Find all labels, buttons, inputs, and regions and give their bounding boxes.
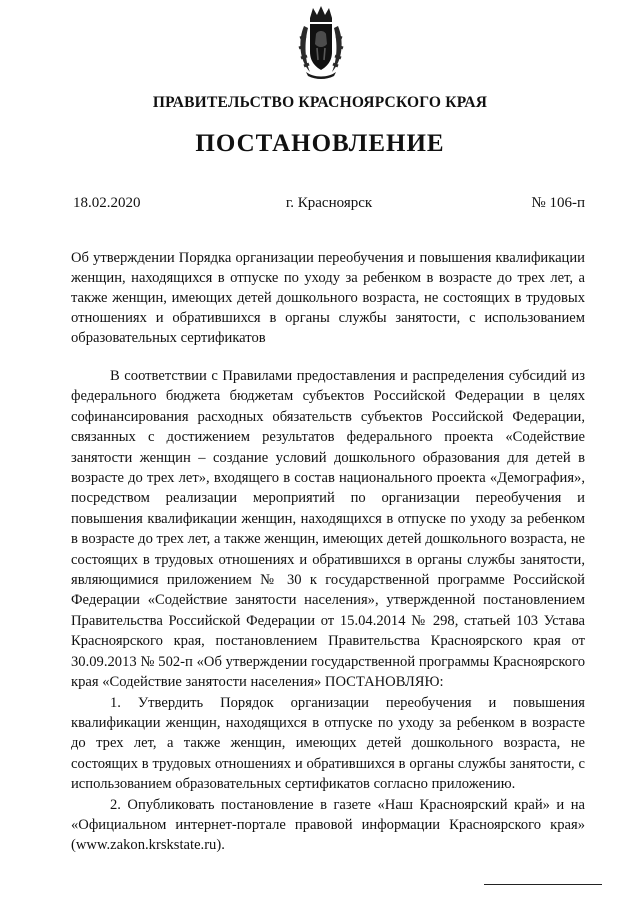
document-subject: Об утверждении Порядка организации переобучения и повышения квалификации женщин, находящихся в отпуске по уходу за ребенком в возрасте до трех лет, а также женщин, имеющих детей дошкольного возраста, не состоящих в трудовых отношениях и обратившихся в органы службы занятости, с использованием образовательных сертификатов [71,250,585,346]
document-body [71,366,585,856]
document-date: 18.02.2020 [73,195,141,211]
krasnoyarsk-coat-of-arms-icon [296,4,346,80]
document-type-title: ПОСТАНОВЛЕНИЕ [195,130,445,157]
signature-line [484,884,602,885]
document-number: № 106-п [531,195,585,211]
document-meta-row [73,195,585,215]
document-city: г. Красноярск [285,195,373,211]
resolution-item-2: 2. Опубликовать постановление в газете «Наш Красноярский край» и на «Официальном интернет-портале правовой информации Красноярского края» (www.zakon.krskstate.ru). [71,796,585,854]
government-name: ПРАВИТЕЛЬСТВО КРАСНОЯРСКОГО КРАЯ [152,94,488,111]
resolution-item-1: 1. Утвердить Порядок организации переобучения и повышения квалификации женщин, находящихся в отпуске по уходу за ребенком в возрасте до трех лет, а также женщин, имеющих детей дошкольного возраста, не состоящих в трудовых отношениях и обратившихся в органы службы занятости, с использованием образовательных сертификатов согласно приложению. [71,694,585,793]
preamble-paragraph: В соответствии с Правилами предоставления и распределения субсидий из федерального бюджета бюджетам субъектов Российской Федерации в целях софинансирования расходных обязательств субъектов Российской Федерации, связанных с достижением результатов федерального проекта «Содействие занятости женщин – создание условий дошкольного образования для детей в возрасте до трех лет», входящего в состав национального проекта «Демография», посредством реализации мероприятий по организации переобучения и повышения квалификации женщин, находящихся в отпуске по уходу за ребенком в возрасте до трех лет, а также женщин, имеющих детей дошкольного возраста, не состоящих в трудовых отношениях и обратившихся в органы службы занятости, являющимися приложением № 30 к государственной программе Российской Федерации «Содействие занятости населения», утвержденной постановлением Правительства Российской Федерации от 15.04.2014 № 298, статьей 103 Устава Красноярского края, постановлением Правительства Красноярского края от 30.09.2013 № 502-п «Об утверждении государственной программы Красноярского края «Содействие занятости населения» ПОСТАНОВЛЯЮ: [71,368,585,691]
